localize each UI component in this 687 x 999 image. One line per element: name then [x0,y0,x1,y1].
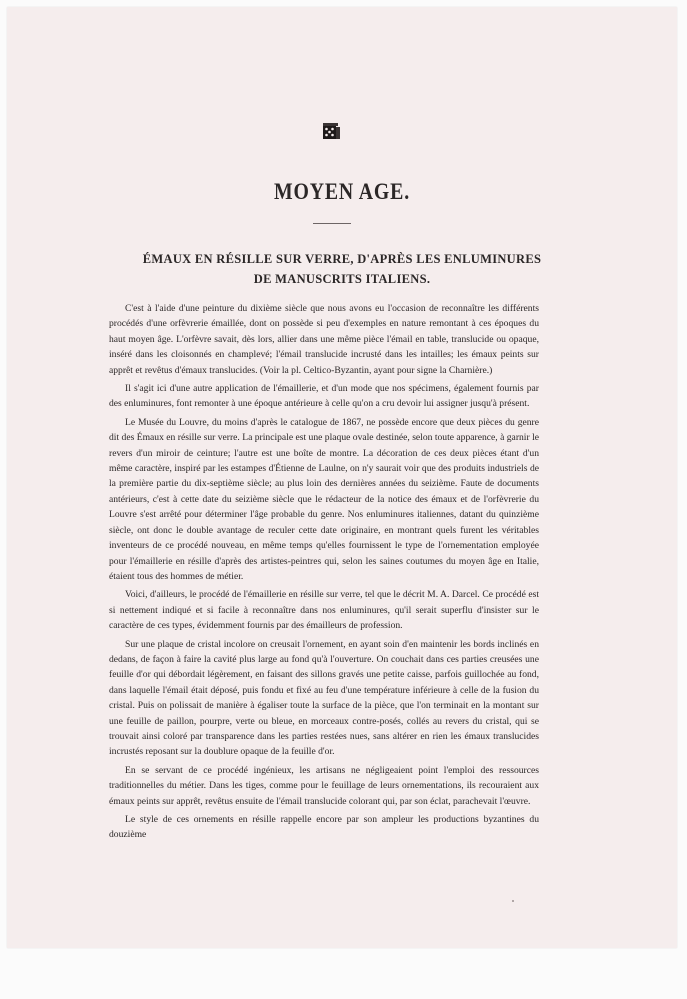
subtitle-line: DE MANUSCRITS ITALIENS. [253,272,431,286]
page-title: MOYEN AGE. [273,179,411,204]
paragraph: C'est à l'aide d'une peinture du dixième siècle que nous avons eu l'occasion de reconnaître les différents procédés d'une orfèvrerie émaillée, dont on possède si peu d'exemples en nature remontant à ces époques du haut moyen âge. L'orfèvre savait, dès lors, allier dans une même pièce l'émail en table, translucide ou opaque, inséré dans les cloisonnés en champlevé; l'émail translucide incrusté dans les intailles; les émaux peints sur apprêt et revêtus d'émaux translucides. (Voir la pl. Celtico-Byzantin, ayant pour signe la Charnière.) [109,303,539,376]
section-subtitle [67,249,617,289]
page-sheet [7,7,677,948]
paragraph: Voici, d'ailleurs, le procédé de l'émaillerie en résille sur verre, tel que le décrit M. A. Darcel. Ce procédé est si nettement indiqué et si facile à reconnaître dans nos enluminures, qu'il serait superflu d'insister sur le caractère de ces types, évidemment fournis par des émailleurs de profession. [109,589,539,632]
body-text [109,301,539,843]
paragraph: Sur une plaque de cristal incolore on creusait l'ornement, en ayant soin d'en maintenir les bords inclinés en dedans, de façon à faire la cavité plus large au fond qu'à l'ouverture. On couchait dans ces parties creusées une feuille d'or qui débordait légèrement, en faisant des sillons gravés une petite caisse, parfois guillochée au fond, dans laquelle l'émail était déposé, puis fondu et fixé au feu d'une température inférieure à celle de la fusion du cristal. Puis on polissait de manière à égaliser toute la surface de la pièce, que l'on terminait en la montant sur une feuille de paillon, pourpre, verte ou bleue, en morceaux contre-posés, collés au revers du cristal, qui se trouvait ainsi coloré par transparence dans les parties restées nues, sans altérer en rien les émaux translucides incrustés reposant sur la doublure opaque de la feuille d'or. [109,638,539,758]
paragraph: Il s'agit ici d'une autre application de l'émaillerie, et d'un mode que nos spécimens, également fournis par des enluminures, font remonter à une époque antérieure à celle qu'on a cru devoir lui assigner jusqu'à présent. [109,383,539,410]
paragraph: En se servant de ce procédé ingénieux, les artisans ne négligeaient point l'emploi des ressources traditionnelles du métier. Dans les tiges, comme pour le feuillage de leurs ornementations, ils recouraient aux émaux peints sur apprêt, revêtus ensuite de l'émail translucide colorant qui, par son éclat, parachevait l'œuvre. [109,764,539,807]
dice-ornament-icon [321,122,343,142]
paragraph: Le style de ces ornements en résille rappelle encore par son ampleur les productions byzantines du douzième [109,814,539,841]
paper-speck [512,900,514,902]
subtitle-line: ÉMAUX EN RÉSILLE SUR VERRE, D'APRÈS LES ENLUMINURES [142,252,542,266]
paragraph: Le Musée du Louvre, du moins d'après le catalogue de 1867, ne possède encore que deux pièces du genre dit des Émaux en résille sur verre. La principale est une plaque ovale destinée, selon toute apparence, à garnir le revers d'un miroir de ceinture; l'autre est une boîte de montre. La décoration de ces deux pièces étant d'un même caractère, inspiré par les estampes d'Étienne de Laulne, on n'y saurait voir que des produits industriels de la première partie du dix-septième siècle; au plus loin des dernières années du seizième. Faute de documents antérieurs, c'est à cette date du seizième siècle que le rédacteur de la notice des émaux et de l'orfèvrerie du Louvre s'est arrêté pour déterminer l'âge probable du genre. Nos enluminures italiennes, datant du quinzième siècle, ont donc le double avantage de reculer cette date originaire, en montrant quels furent les véritables inventeurs de ce procédé nouveau, en même temps qu'elles fournissent le type de l'ornementation employée pour l'émaillerie en résille d'après des artistes-peintres qui, selon les saines coutumes du moyen âge en Italie, étaient tous des hommes de métier. [109,416,539,582]
title-divider [313,223,351,224]
